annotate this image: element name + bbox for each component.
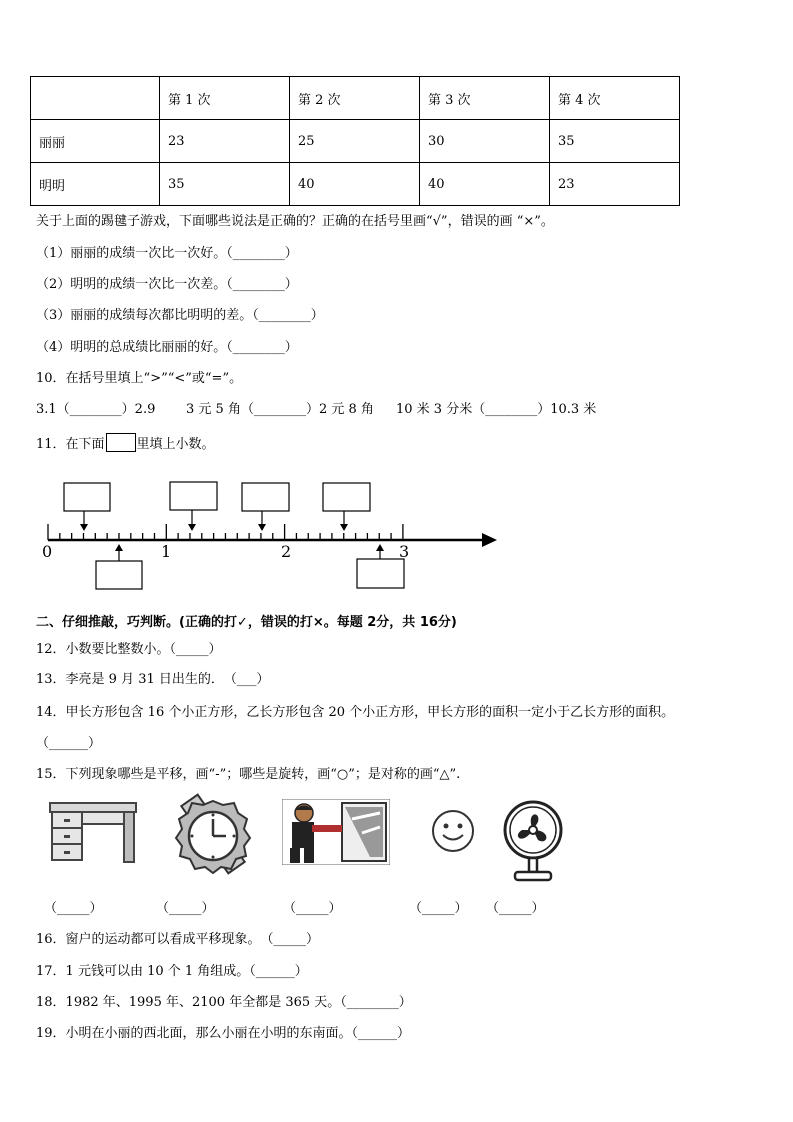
table-cell: 30 bbox=[420, 120, 550, 163]
desk-icon bbox=[48, 800, 140, 866]
table-cell: 第 1 次 bbox=[160, 77, 290, 120]
table-cell: 丽丽 bbox=[31, 120, 160, 163]
person-pushing-window-icon bbox=[282, 799, 390, 865]
table-cell: 40 bbox=[420, 163, 550, 206]
q14-blank[interactable]: （______） bbox=[36, 736, 102, 751]
table-header-row bbox=[31, 77, 680, 120]
q10-part-3[interactable]: 10 米 3 分米（________）10.3 米 bbox=[396, 402, 597, 417]
down-arrow-icon bbox=[80, 524, 88, 531]
table-cell: 40 bbox=[290, 163, 420, 206]
q9-item-1[interactable]: （1）丽丽的成绩一次比一次好。（________） bbox=[36, 246, 298, 261]
down-arrow-icon bbox=[188, 524, 196, 531]
q10-part-1[interactable]: 3.1（________）2.9 bbox=[36, 402, 156, 417]
q14-text: 14．甲长方形包含 16 个小正方形，乙长方形包含 20 个小正方形，甲长方形的面积一定小于乙长方形的面积。 bbox=[36, 705, 675, 720]
table-cell: 25 bbox=[290, 120, 420, 163]
q10-title: 10．在括号里填上“>”“<”或“=”。 bbox=[36, 371, 243, 386]
arrow-head-icon bbox=[482, 533, 497, 547]
answer-box[interactable] bbox=[323, 483, 370, 511]
smiley-face-icon bbox=[430, 808, 476, 854]
answer-box[interactable] bbox=[96, 561, 142, 589]
q19[interactable]: 19．小明在小丽的西北面，那么小丽在小明的东南面。（______） bbox=[36, 1026, 411, 1041]
table-cell: 35 bbox=[160, 163, 290, 206]
table-cell: 明明 bbox=[31, 163, 160, 206]
q18[interactable]: 18．1982 年、1995 年、2100 年全都是 365 天。（________） bbox=[36, 995, 412, 1010]
q16[interactable]: 16．窗户的运动都可以看成平移现象。 （_____） bbox=[36, 932, 320, 947]
q11-title bbox=[36, 433, 215, 452]
tick-label: 3 bbox=[399, 542, 410, 561]
down-arrow-icon bbox=[258, 524, 266, 531]
table-cell: 第 3 次 bbox=[420, 77, 550, 120]
tick-label: 2 bbox=[281, 542, 292, 561]
table-cell bbox=[31, 77, 160, 120]
q13[interactable]: 13．李亮是 9 月 31 日出生的． （___） bbox=[36, 672, 270, 687]
answer-box[interactable] bbox=[357, 559, 404, 588]
q17[interactable]: 17．1 元钱可以由 10 个 1 角组成。（______） bbox=[36, 964, 308, 979]
tick-label: 1 bbox=[161, 542, 172, 561]
table-cell: 23 bbox=[550, 163, 680, 206]
q9-intro: 关于上面的踢毽子游戏，下面哪些说法是正确的？正确的在括号里画“√”，错误的画 “×”。 bbox=[36, 214, 554, 229]
answer-box[interactable] bbox=[64, 483, 110, 511]
q11-text-before: 11．在下面 bbox=[36, 437, 105, 452]
table-cell: 第 2 次 bbox=[290, 77, 420, 120]
q10-part-2[interactable]: 3 元 5 角（________）2 元 8 角 bbox=[186, 402, 374, 417]
q15-blank-3[interactable]: （_____） bbox=[283, 901, 342, 916]
q15-blank-4[interactable]: （_____） bbox=[409, 901, 468, 916]
q9-item-3[interactable]: （3）丽丽的成绩每次都比明明的差。（________） bbox=[36, 308, 324, 323]
q15-blank-1[interactable]: （_____） bbox=[44, 901, 103, 916]
up-arrow-icon bbox=[376, 544, 384, 551]
down-arrow-icon bbox=[340, 524, 348, 531]
watch-icon bbox=[168, 793, 258, 875]
q12[interactable]: 12．小数要比整数小。（_____） bbox=[36, 642, 222, 657]
square-box-icon bbox=[106, 433, 136, 452]
section-2-title: 二、仔细推敲，巧判断。(正确的打✓，错误的打×。每题 2分，共 16分) bbox=[36, 615, 457, 630]
table-row bbox=[31, 163, 680, 206]
answer-box[interactable] bbox=[242, 483, 289, 511]
electric-fan-icon bbox=[500, 800, 566, 882]
number-line bbox=[0, 470, 520, 595]
table-cell: 23 bbox=[160, 120, 290, 163]
q11-text-after: 里填上小数。 bbox=[136, 437, 215, 452]
q9-item-4[interactable]: （4）明明的总成绩比丽丽的好。（________） bbox=[36, 340, 298, 355]
q15-blank-2[interactable]: （_____） bbox=[156, 901, 215, 916]
tick-label: 0 bbox=[42, 542, 53, 561]
q15-text: 15．下列现象哪些是平移，画“-”；哪些是旋转，画“○”；是对称的画“△”. bbox=[36, 767, 461, 782]
table-cell: 35 bbox=[550, 120, 680, 163]
q9-item-2[interactable]: （2）明明的成绩一次比一次差。（________） bbox=[36, 277, 298, 292]
table-row bbox=[31, 120, 680, 163]
q15-blank-5[interactable]: （_____） bbox=[486, 901, 545, 916]
score-table bbox=[30, 76, 680, 206]
up-arrow-icon bbox=[115, 544, 123, 551]
table-cell: 第 4 次 bbox=[550, 77, 680, 120]
answer-box[interactable] bbox=[170, 482, 217, 510]
